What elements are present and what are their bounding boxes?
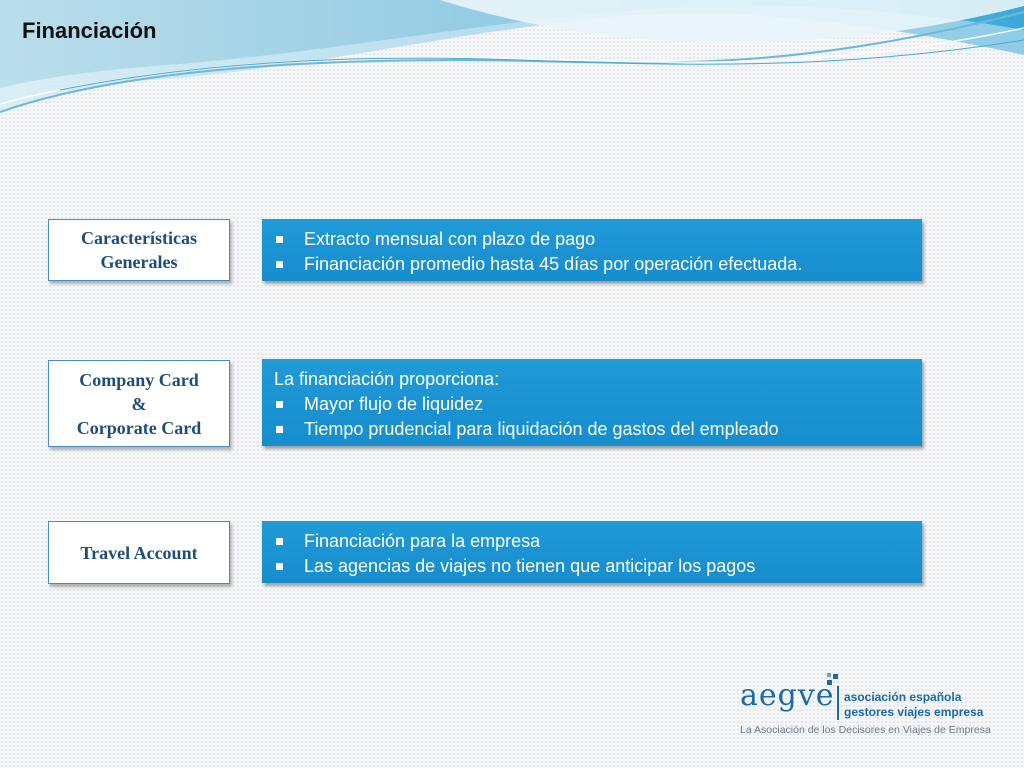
- slide-title: Financiación: [22, 18, 157, 43]
- aegve-logo: [736, 672, 991, 744]
- content-box-caracteristicas: [262, 219, 922, 281]
- content-box-travel-account: [262, 521, 922, 583]
- bullet-item: Las agencias de viajes no tienen que anticipar los pagos: [274, 554, 910, 579]
- logo-divider: [837, 686, 839, 720]
- label-company-corporate-card: [48, 360, 230, 447]
- logo-wordmark: aegve: [740, 678, 835, 713]
- label-line: Corporate Card: [76, 417, 202, 438]
- bullet-list: [274, 392, 910, 442]
- label-line: Company Card: [79, 369, 199, 390]
- label-line: Características: [81, 228, 197, 248]
- bullet-item: Financiación para la empresa: [274, 529, 910, 554]
- label-line: Travel Account: [80, 542, 198, 563]
- logo-subtitle: asociación española: [844, 690, 962, 704]
- bullet-item: Tiempo prudencial para liquidación de gastos del empleado: [274, 417, 910, 442]
- label-line: Generales: [100, 252, 178, 272]
- bullet-item: Mayor flujo de liquidez: [274, 392, 910, 417]
- bullet-item: Extracto mensual con plazo de pago: [274, 227, 910, 252]
- intro-text: La financiación proporciona:: [274, 369, 500, 389]
- label-caracteristicas-generales: [48, 219, 230, 281]
- bullet-list: [274, 529, 910, 579]
- bullet-list: [274, 227, 910, 277]
- logo-tagline: La Asociación de los Decisores en Viajes de Empresa: [740, 724, 991, 736]
- bullet-item: Financiación promedio hasta 45 días por operación efectuada.: [274, 252, 910, 277]
- logo-square-icon: [827, 673, 831, 677]
- label-travel-account: [48, 521, 230, 584]
- label-line: &: [131, 393, 147, 414]
- logo-subtitle: gestores viajes empresa: [844, 705, 984, 719]
- content-box-company-card: [262, 359, 922, 446]
